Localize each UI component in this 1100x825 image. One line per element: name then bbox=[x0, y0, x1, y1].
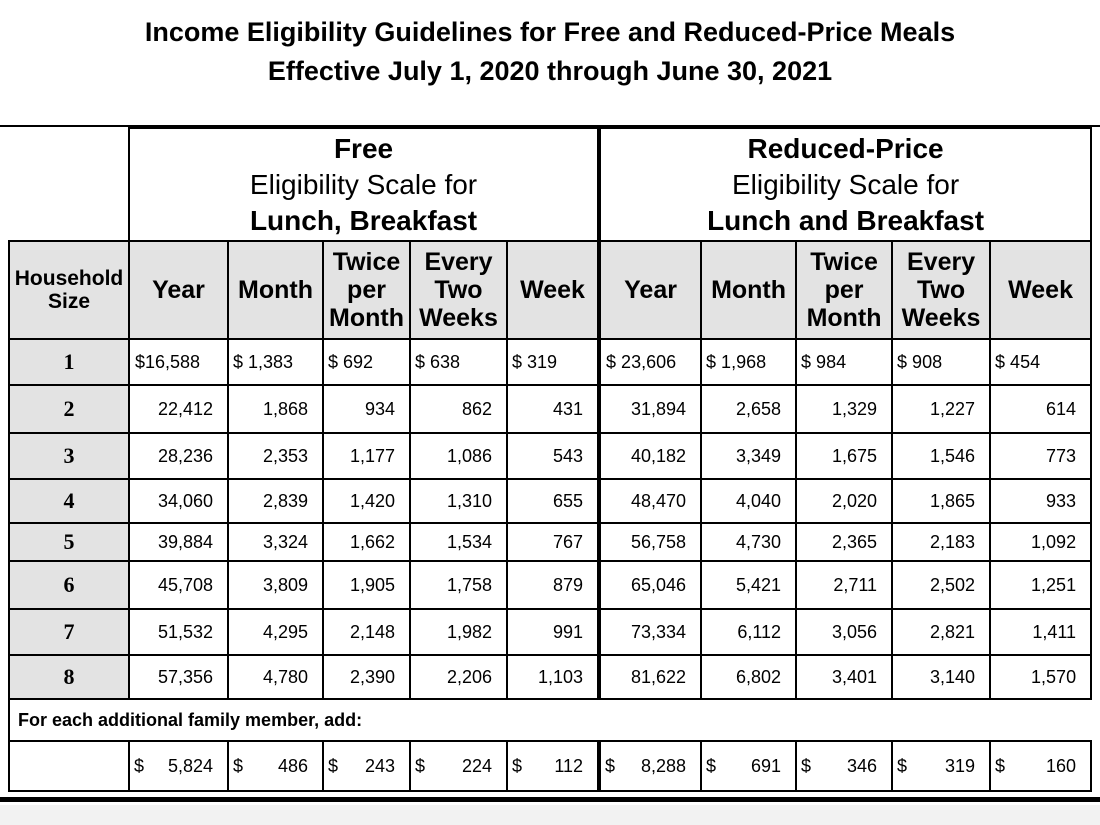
free-year-header: Year bbox=[129, 241, 228, 339]
table-row bbox=[9, 479, 1091, 523]
free-twice-header-line1: Twice bbox=[332, 248, 401, 276]
reduced-every-header-line3: Weeks bbox=[901, 304, 981, 332]
additional-reduced-year-cell bbox=[599, 741, 701, 791]
free-week-header: Week bbox=[507, 241, 599, 339]
free-every-header-line3: Weeks bbox=[419, 304, 498, 332]
reduced-twice-per-month-cell: 3,401 bbox=[796, 655, 892, 699]
additional-amount: 346 bbox=[847, 755, 878, 776]
reduced-year-cell: 56,758 bbox=[599, 523, 701, 561]
reduced-twice-header-line1: Twice bbox=[810, 248, 878, 276]
reduced-twice-per-month-cell: $ 984 bbox=[796, 339, 892, 385]
additional-blank-cell bbox=[9, 741, 129, 791]
free-group-header bbox=[129, 128, 599, 241]
free-year-cell: 22,412 bbox=[129, 385, 228, 433]
reduced-week-header: Week bbox=[990, 241, 1091, 339]
additional-amount: 5,824 bbox=[167, 755, 213, 776]
reduced-year-cell: 81,622 bbox=[599, 655, 701, 699]
footer-strip bbox=[0, 805, 1100, 825]
free-month-cell: 2,353 bbox=[228, 433, 323, 479]
additional-amount: 319 bbox=[945, 755, 976, 776]
free-group-subtitle: Eligibility Scale for bbox=[249, 168, 478, 200]
additional-reduced-month-cell bbox=[701, 741, 796, 791]
reduced-month-cell: 5,421 bbox=[701, 561, 796, 609]
additional-amount: 8,288 bbox=[641, 755, 687, 776]
free-week-cell: 879 bbox=[507, 561, 599, 609]
free-twice-per-month-cell: 1,905 bbox=[323, 561, 410, 609]
free-twice-per-month-cell: 934 bbox=[323, 385, 410, 433]
reduced-every-two-weeks-cell: $ 908 bbox=[892, 339, 990, 385]
free-group-title: Free bbox=[333, 132, 394, 164]
reduced-week-cell: 1,251 bbox=[990, 561, 1091, 609]
header-corner bbox=[9, 128, 129, 241]
reduced-year-cell: 65,046 bbox=[599, 561, 701, 609]
free-month-cell: 3,809 bbox=[228, 561, 323, 609]
additional-free-year-cell bbox=[129, 741, 228, 791]
free-twice-header-line3: Month bbox=[329, 304, 404, 332]
reduced-group-meals: Lunch and Breakfast bbox=[707, 204, 985, 236]
currency-symbol: $ bbox=[415, 755, 426, 776]
household-size-cell: 7 bbox=[9, 609, 129, 655]
additional-amount: 691 bbox=[751, 755, 782, 776]
table-row bbox=[9, 561, 1091, 609]
reduced-every-two-weeks-cell: 2,821 bbox=[892, 609, 990, 655]
reduced-month-cell: 6,112 bbox=[701, 609, 796, 655]
household-header-line1: Household bbox=[14, 267, 124, 290]
additional-amount: 243 bbox=[364, 755, 395, 776]
free-twice-per-month-cell: 1,177 bbox=[323, 433, 410, 479]
currency-symbol: $ bbox=[706, 755, 717, 776]
eligibility-table bbox=[8, 127, 1092, 792]
currency-symbol: $ bbox=[134, 755, 145, 776]
currency-symbol: $ bbox=[328, 755, 339, 776]
free-year-cell: $16,588 bbox=[129, 339, 228, 385]
reduced-week-cell: 773 bbox=[990, 433, 1091, 479]
free-year-cell: 51,532 bbox=[129, 609, 228, 655]
free-every-two-weeks-cell: 1,758 bbox=[410, 561, 507, 609]
additional-amount: 486 bbox=[277, 755, 308, 776]
reduced-week-cell: 933 bbox=[990, 479, 1091, 523]
reduced-every-header-line1: Every bbox=[906, 248, 976, 276]
free-every-two-weeks-cell: 1,534 bbox=[410, 523, 507, 561]
reduced-twice-header bbox=[796, 241, 892, 339]
document-title: Income Eligibility Guidelines for Free and Reduced-Price Meals bbox=[144, 17, 956, 47]
free-twice-per-month-cell: 1,662 bbox=[323, 523, 410, 561]
household-size-cell: 2 bbox=[9, 385, 129, 433]
reduced-month-cell: 3,349 bbox=[701, 433, 796, 479]
free-month-cell: 3,324 bbox=[228, 523, 323, 561]
additional-member-label: For each additional family member, add: bbox=[9, 699, 1091, 741]
reduced-year-cell: $ 23,606 bbox=[599, 339, 701, 385]
free-week-cell: 543 bbox=[507, 433, 599, 479]
reduced-month-cell: 4,040 bbox=[701, 479, 796, 523]
reduced-twice-per-month-cell: 3,056 bbox=[796, 609, 892, 655]
free-week-cell: 1,103 bbox=[507, 655, 599, 699]
reduced-week-cell: 1,092 bbox=[990, 523, 1091, 561]
reduced-month-cell: $ 1,968 bbox=[701, 339, 796, 385]
free-month-header: Month bbox=[228, 241, 323, 339]
free-week-cell: 431 bbox=[507, 385, 599, 433]
reduced-every-two-weeks-cell: 1,546 bbox=[892, 433, 990, 479]
reduced-year-cell: 40,182 bbox=[599, 433, 701, 479]
currency-symbol: $ bbox=[897, 755, 908, 776]
free-month-cell: $ 1,383 bbox=[228, 339, 323, 385]
table-row bbox=[9, 433, 1091, 479]
reduced-month-cell: 4,730 bbox=[701, 523, 796, 561]
table-row bbox=[9, 523, 1091, 561]
table-row bbox=[9, 655, 1091, 699]
reduced-every-header bbox=[892, 241, 990, 339]
additional-amount: 160 bbox=[1046, 755, 1077, 776]
reduced-every-two-weeks-cell: 3,140 bbox=[892, 655, 990, 699]
reduced-week-cell: 1,570 bbox=[990, 655, 1091, 699]
reduced-every-header-line2: Two bbox=[916, 276, 966, 304]
reduced-every-two-weeks-cell: 1,227 bbox=[892, 385, 990, 433]
reduced-twice-per-month-cell: 2,365 bbox=[796, 523, 892, 561]
free-group-meals: Lunch, Breakfast bbox=[249, 204, 478, 236]
household-header-line2: Size bbox=[47, 290, 91, 313]
reduced-twice-per-month-cell: 1,329 bbox=[796, 385, 892, 433]
reduced-week-cell: $ 454 bbox=[990, 339, 1091, 385]
reduced-year-cell: 31,894 bbox=[599, 385, 701, 433]
reduced-twice-header-line2: per bbox=[824, 276, 864, 304]
additional-free-week-cell bbox=[507, 741, 599, 791]
household-size-cell: 1 bbox=[9, 339, 129, 385]
household-size-cell: 4 bbox=[9, 479, 129, 523]
free-week-cell: $ 319 bbox=[507, 339, 599, 385]
reduced-year-cell: 48,470 bbox=[599, 479, 701, 523]
free-year-cell: 28,236 bbox=[129, 433, 228, 479]
free-year-cell: 34,060 bbox=[129, 479, 228, 523]
bottom-rule bbox=[0, 797, 1100, 802]
free-year-cell: 45,708 bbox=[129, 561, 228, 609]
table-row bbox=[9, 609, 1091, 655]
free-year-cell: 57,356 bbox=[129, 655, 228, 699]
reduced-year-header: Year bbox=[599, 241, 701, 339]
household-size-cell: 3 bbox=[9, 433, 129, 479]
currency-symbol: $ bbox=[233, 755, 244, 776]
free-month-cell: 4,780 bbox=[228, 655, 323, 699]
free-every-header bbox=[410, 241, 507, 339]
free-year-cell: 39,884 bbox=[129, 523, 228, 561]
reduced-group-header bbox=[599, 128, 1091, 241]
free-every-two-weeks-cell: 2,206 bbox=[410, 655, 507, 699]
free-every-two-weeks-cell: $ 638 bbox=[410, 339, 507, 385]
free-month-cell: 4,295 bbox=[228, 609, 323, 655]
additional-free-every-two-weeks-cell bbox=[410, 741, 507, 791]
household-size-cell: 6 bbox=[9, 561, 129, 609]
reduced-every-two-weeks-cell: 2,502 bbox=[892, 561, 990, 609]
additional-amount: 224 bbox=[461, 755, 492, 776]
currency-symbol: $ bbox=[995, 755, 1006, 776]
free-every-two-weeks-cell: 1,086 bbox=[410, 433, 507, 479]
table-row bbox=[9, 385, 1091, 433]
reduced-year-cell: 73,334 bbox=[599, 609, 701, 655]
currency-symbol: $ bbox=[512, 755, 523, 776]
free-twice-header bbox=[323, 241, 410, 339]
additional-free-month-cell bbox=[228, 741, 323, 791]
reduced-twice-header-line3: Month bbox=[806, 304, 882, 332]
reduced-every-two-weeks-cell: 2,183 bbox=[892, 523, 990, 561]
additional-amount: 112 bbox=[554, 755, 584, 776]
free-every-two-weeks-cell: 1,310 bbox=[410, 479, 507, 523]
free-week-cell: 767 bbox=[507, 523, 599, 561]
free-every-header-line1: Every bbox=[424, 248, 493, 276]
free-week-cell: 991 bbox=[507, 609, 599, 655]
currency-symbol: $ bbox=[801, 755, 812, 776]
free-twice-per-month-cell: $ 692 bbox=[323, 339, 410, 385]
reduced-month-cell: 6,802 bbox=[701, 655, 796, 699]
reduced-twice-per-month-cell: 2,020 bbox=[796, 479, 892, 523]
free-month-cell: 2,839 bbox=[228, 479, 323, 523]
free-month-cell: 1,868 bbox=[228, 385, 323, 433]
free-every-two-weeks-cell: 862 bbox=[410, 385, 507, 433]
household-size-cell: 5 bbox=[9, 523, 129, 561]
additional-reduced-twice-per-month-cell bbox=[796, 741, 892, 791]
reduced-every-two-weeks-cell: 1,865 bbox=[892, 479, 990, 523]
reduced-month-cell: 2,658 bbox=[701, 385, 796, 433]
free-twice-header-line2: per bbox=[347, 276, 386, 304]
reduced-week-cell: 1,411 bbox=[990, 609, 1091, 655]
free-week-cell: 655 bbox=[507, 479, 599, 523]
free-every-header-line2: Two bbox=[434, 276, 483, 304]
table-row bbox=[9, 339, 1091, 385]
additional-free-twice-per-month-cell bbox=[323, 741, 410, 791]
household-size-header bbox=[9, 241, 129, 339]
free-twice-per-month-cell: 2,148 bbox=[323, 609, 410, 655]
document-subtitle: Effective July 1, 2020 through June 30, 2021 bbox=[267, 56, 833, 86]
reduced-twice-per-month-cell: 2,711 bbox=[796, 561, 892, 609]
free-twice-per-month-cell: 2,390 bbox=[323, 655, 410, 699]
reduced-week-cell: 614 bbox=[990, 385, 1091, 433]
household-size-cell: 8 bbox=[9, 655, 129, 699]
currency-symbol: $ bbox=[605, 755, 616, 776]
reduced-twice-per-month-cell: 1,675 bbox=[796, 433, 892, 479]
additional-reduced-every-two-weeks-cell bbox=[892, 741, 990, 791]
reduced-group-subtitle: Eligibility Scale for bbox=[731, 168, 960, 200]
additional-reduced-week-cell bbox=[990, 741, 1091, 791]
free-every-two-weeks-cell: 1,982 bbox=[410, 609, 507, 655]
free-twice-per-month-cell: 1,420 bbox=[323, 479, 410, 523]
reduced-month-header: Month bbox=[701, 241, 796, 339]
reduced-group-title: Reduced-Price bbox=[747, 132, 944, 164]
